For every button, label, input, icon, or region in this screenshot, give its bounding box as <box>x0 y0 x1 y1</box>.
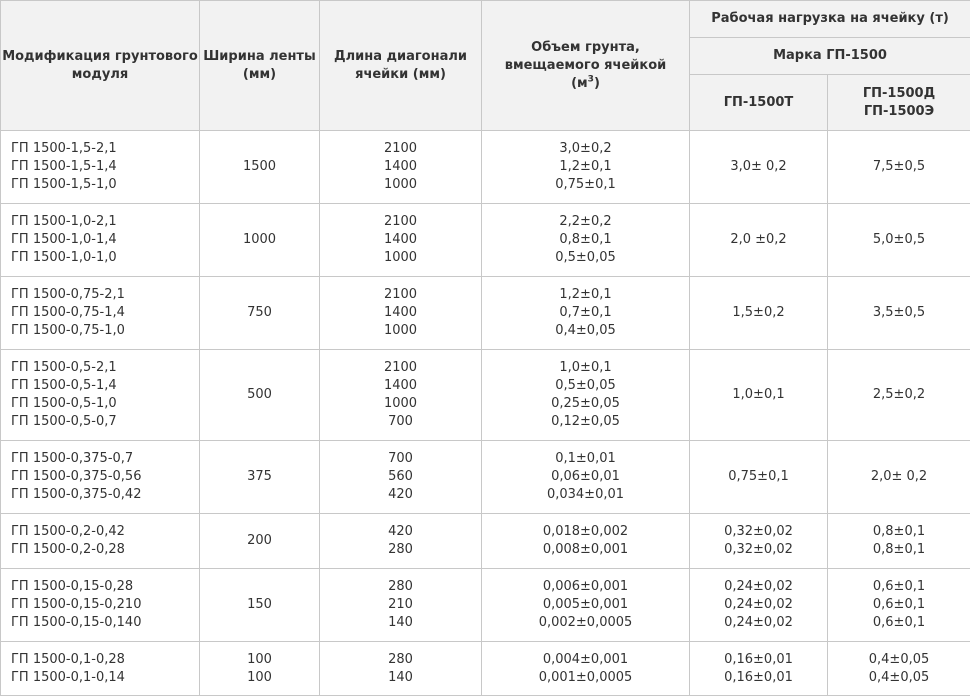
cell-load-t: 1,0±0,1 <box>690 350 828 441</box>
cell-load-t: 2,0 ±0,2 <box>690 204 828 277</box>
cell-width: 1500 <box>200 131 320 204</box>
header-volume <box>482 1 690 131</box>
cell-load-de: 0,6±0,1 0,6±0,1 0,6±0,1 <box>828 569 970 642</box>
cell-width: 1000 <box>200 204 320 277</box>
cell-load-t: 0,75±0,1 <box>690 441 828 514</box>
header-diagonal: Длина диагонали ячейки (мм) <box>320 1 482 131</box>
cell-width: 200 <box>200 514 320 569</box>
header-load-group: Рабочая нагрузка на ячейку (т) <box>690 1 970 38</box>
cell-diagonal: 2100 1400 1000 <box>320 204 482 277</box>
cell-modification: ГП 1500-1,0-2,1 ГП 1500-1,0-1,4 ГП 1500-1,0-1,0 <box>1 204 200 277</box>
header-volume-unit <box>482 75 689 93</box>
header-gp1500t: ГП-1500Т <box>690 75 828 131</box>
cell-diagonal: 2100 1400 1000 <box>320 131 482 204</box>
cell-load-de: 0,8±0,1 0,8±0,1 <box>828 514 970 569</box>
table-row <box>1 441 970 514</box>
cell-diagonal: 2100 1400 1000 <box>320 277 482 350</box>
cell-volume: 0,006±0,001 0,005±0,001 0,002±0,0005 <box>482 569 690 642</box>
table-row <box>1 277 970 350</box>
cell-load-de: 2,5±0,2 <box>828 350 970 441</box>
cell-volume: 3,0±0,2 1,2±0,1 0,75±0,1 <box>482 131 690 204</box>
cell-width: 750 <box>200 277 320 350</box>
cell-load-t: 0,32±0,02 0,32±0,02 <box>690 514 828 569</box>
cell-modification: ГП 1500-0,5-2,1 ГП 1500-0,5-1,4 ГП 1500-0,5-1,0 ГП 1500-0,5-0,7 <box>1 350 200 441</box>
cell-volume: 0,018±0,002 0,008±0,001 <box>482 514 690 569</box>
unit-exponent: 3 <box>587 74 594 85</box>
cell-volume: 1,0±0,1 0,5±0,05 0,25±0,05 0,12±0,05 <box>482 350 690 441</box>
cell-modification: ГП 1500-0,375-0,7 ГП 1500-0,375-0,56 ГП 1500-0,375-0,42 <box>1 441 200 514</box>
cell-load-t: 0,24±0,02 0,24±0,02 0,24±0,02 <box>690 569 828 642</box>
unit-suffix: ) <box>593 75 600 91</box>
table-row <box>1 204 970 277</box>
cell-load-de: 7,5±0,5 <box>828 131 970 204</box>
table-row <box>1 642 970 696</box>
cell-load-de: 0,4±0,05 0,4±0,05 <box>828 642 970 696</box>
header-width: Ширина ленты (мм) <box>200 1 320 131</box>
cell-volume: 0,1±0,01 0,06±0,01 0,034±0,01 <box>482 441 690 514</box>
header-volume-title: Объем грунта, вмещаемого ячейкой <box>504 39 667 73</box>
cell-diagonal: 280 140 <box>320 642 482 696</box>
cell-volume: 1,2±0,1 0,7±0,1 0,4±0,05 <box>482 277 690 350</box>
cell-volume: 2,2±0,2 0,8±0,1 0,5±0,05 <box>482 204 690 277</box>
cell-width: 150 <box>200 569 320 642</box>
cell-width: 375 <box>200 441 320 514</box>
table-header <box>1 1 970 131</box>
header-gp1500de: ГП-1500Д ГП-1500Э <box>828 75 970 131</box>
cell-diagonal: 280 210 140 <box>320 569 482 642</box>
cell-width: 500 <box>200 350 320 441</box>
cell-load-de: 5,0±0,5 <box>828 204 970 277</box>
cell-diagonal: 700 560 420 <box>320 441 482 514</box>
table-row <box>1 131 970 204</box>
cell-load-t: 3,0± 0,2 <box>690 131 828 204</box>
cell-load-de: 2,0± 0,2 <box>828 441 970 514</box>
cell-diagonal: 2100 1400 1000 700 <box>320 350 482 441</box>
cell-modification: ГП 1500-0,75-2,1 ГП 1500-0,75-1,4 ГП 1500-0,75-1,0 <box>1 277 200 350</box>
table-row <box>1 569 970 642</box>
cell-diagonal: 420 280 <box>320 514 482 569</box>
cell-modification: ГП 1500-0,2-0,42 ГП 1500-0,2-0,28 <box>1 514 200 569</box>
header-modification: Модификация грунтового модуля <box>1 1 200 131</box>
header-brand: Марка ГП-1500 <box>690 38 970 75</box>
table-row <box>1 350 970 441</box>
cell-modification: ГП 1500-0,1-0,28 ГП 1500-0,1-0,14 <box>1 642 200 696</box>
cell-width: 100 100 <box>200 642 320 696</box>
cell-load-t: 0,16±0,01 0,16±0,01 <box>690 642 828 696</box>
cell-modification: ГП 1500-1,5-2,1 ГП 1500-1,5-1,4 ГП 1500-1,5-1,0 <box>1 131 200 204</box>
table-body <box>1 131 970 696</box>
table-row <box>1 514 970 569</box>
cell-volume: 0,004±0,001 0,001±0,0005 <box>482 642 690 696</box>
cell-load-t: 1,5±0,2 <box>690 277 828 350</box>
cell-modification: ГП 1500-0,15-0,28 ГП 1500-0,15-0,210 ГП 1500-0,15-0,140 <box>1 569 200 642</box>
unit-prefix: (м <box>571 75 588 91</box>
cell-load-de: 3,5±0,5 <box>828 277 970 350</box>
